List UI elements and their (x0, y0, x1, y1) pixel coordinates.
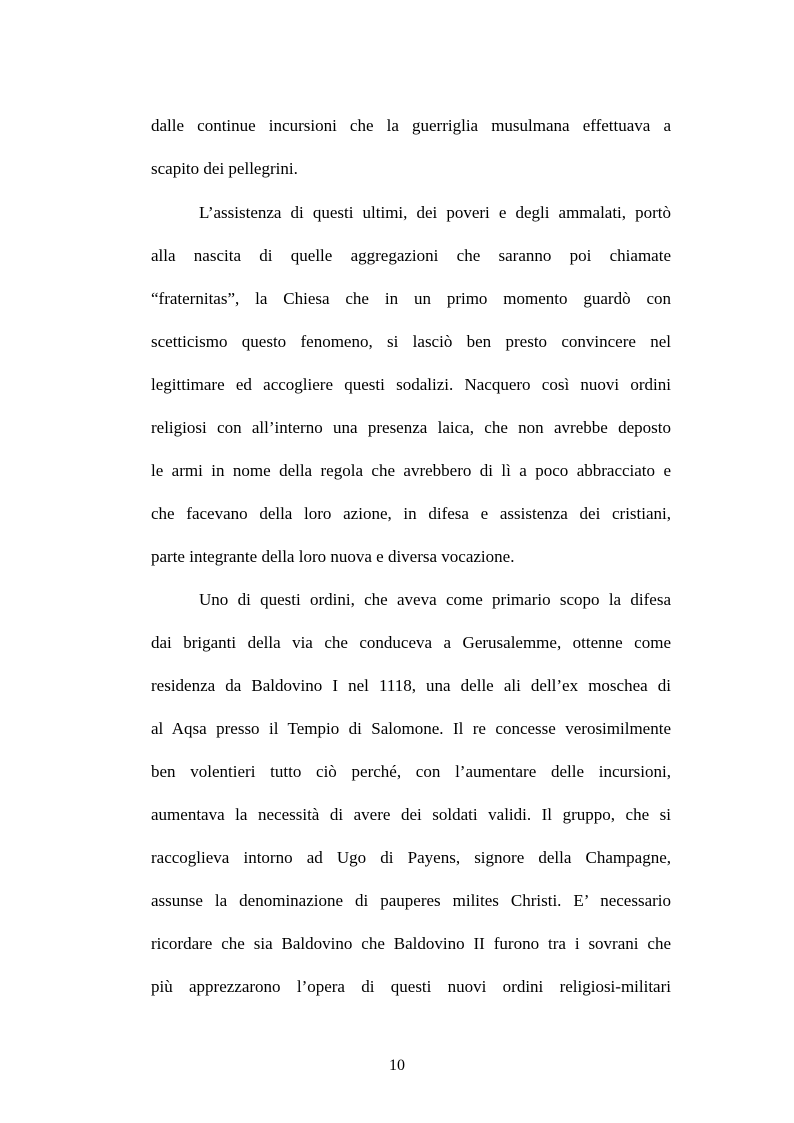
text-line: le armi in nome della regola che avrebbero di lì a poco abbracciato e (151, 461, 671, 480)
text-line: Uno di questi ordini, che aveva come primario scopo la difesa (199, 590, 671, 609)
text-line: che facevano della loro azione, in difesa e assistenza dei cristiani, (151, 504, 671, 523)
text-line: residenza da Baldovino I nel 1118, una delle ali dell’ex moschea di (151, 676, 671, 695)
text-line: al Aqsa presso il Tempio di Salomone. Il re concesse verosimilmente (151, 719, 671, 738)
text-line: “fraternitas”, la Chiesa che in un primo momento guardò con (151, 289, 671, 308)
text-line: dai briganti della via che conduceva a Gerusalemme, ottenne come (151, 633, 671, 652)
text-line: ben volentieri tutto ciò perché, con l’aumentare delle incursioni, (151, 762, 671, 781)
page-number: 10 (389, 1057, 405, 1074)
text-line: scapito dei pellegrini. (151, 159, 298, 178)
text-line: raccoglieva intorno ad Ugo di Payens, signore della Champagne, (151, 848, 671, 867)
text-line: legittimare ed accogliere questi sodalizi. Nacquero così nuovi ordini (151, 375, 671, 394)
text-line: scetticismo questo fenomeno, si lasciò ben presto convincere nel (151, 332, 671, 351)
text-line: assunse la denominazione di pauperes milites Christi. E’ necessario (151, 891, 671, 910)
text-line: alla nascita di quelle aggregazioni che saranno poi chiamate (151, 246, 671, 265)
text-line: dalle continue incursioni che la guerriglia musulmana effettuava a (151, 116, 671, 135)
text-line: ricordare che sia Baldovino che Baldovino II furono tra i sovrani che (151, 934, 671, 953)
text-line: parte integrante della loro nuova e diversa vocazione. (151, 547, 515, 566)
text-line: aumentava la necessità di avere dei soldati validi. Il gruppo, che si (151, 805, 671, 824)
text-line: L’assistenza di questi ultimi, dei poveri e degli ammalati, portò (199, 203, 671, 222)
text-line: più apprezzarono l’opera di questi nuovi ordini religiosi-militari (151, 977, 671, 996)
text-line: religiosi con all’interno una presenza laica, che non avrebbe deposto (151, 418, 671, 437)
